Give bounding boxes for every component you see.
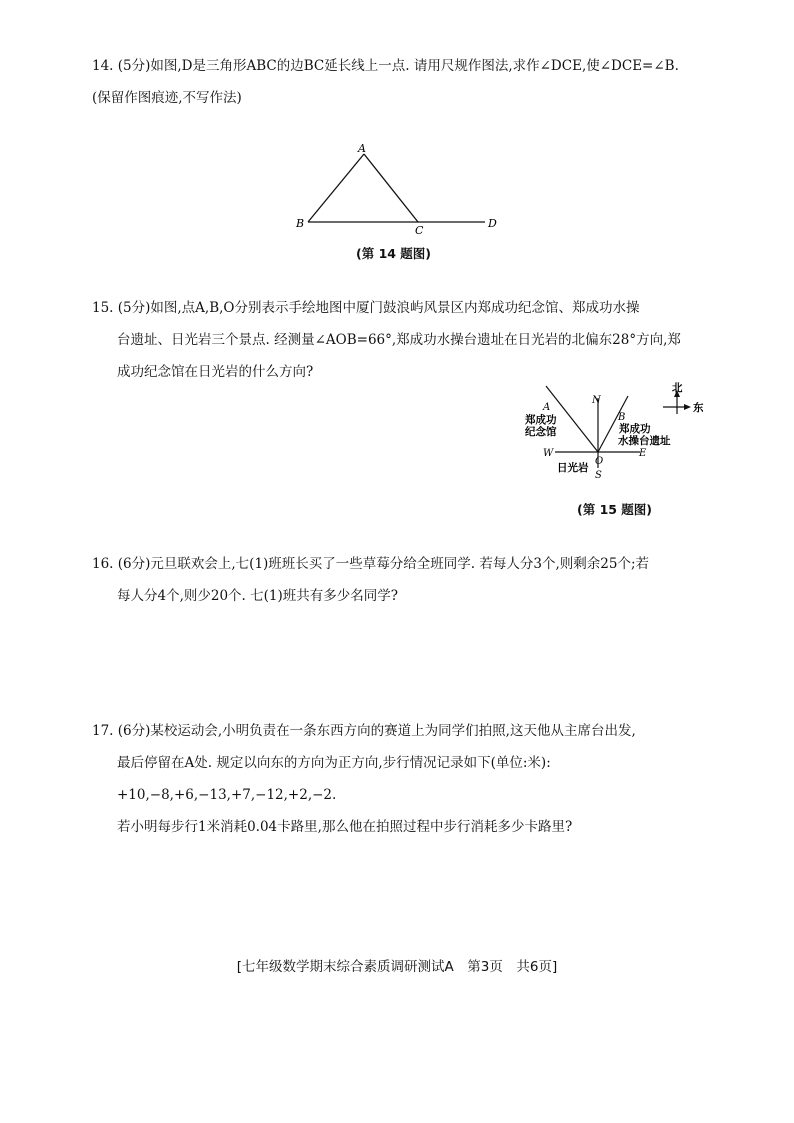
label-b: B <box>296 217 305 230</box>
compass-north-label: 北 <box>672 382 683 394</box>
question-17-line-2: 最后停留在A处. 规定以向东的方向为正方向,步行情况记录如下(单位:米): <box>117 755 551 771</box>
question-14-line-2: (保留作图痕迹,不写作法) <box>92 90 242 106</box>
question-16-line-2: 每人分4个,则少20个. 七(1)班共有多少名同学? <box>117 588 399 604</box>
question-16-line-1: 16. (6分)元旦联欢会上,七(1)班班长买了一些草莓分给全班同学. 若每人分3个,则剩余25个;若 <box>92 556 649 572</box>
figure-15-map <box>515 380 715 480</box>
question-15 <box>92 292 732 388</box>
figure-15-caption: (第 15 题图) <box>577 502 653 517</box>
label-c: C <box>415 224 424 235</box>
label-n: N <box>592 395 601 406</box>
question-17-line-4: 若小明每步行1米消耗0.04卡路里,那么他在拍照过程中步行消耗多少卡路里? <box>117 819 573 835</box>
label-b-name-1: 郑成功 <box>619 423 651 435</box>
question-15-line-3: 成功纪念馆在日光岩的什么方向? <box>117 364 314 380</box>
question-17 <box>92 715 732 843</box>
compass-east-arrow-icon <box>684 404 691 410</box>
label-a-name-1: 郑成功 <box>525 414 557 426</box>
label-b: B <box>618 412 626 423</box>
label-b-name-2: 水操台遗址 <box>618 435 671 447</box>
label-o-name: 日光岩 <box>557 462 589 474</box>
page-footer: [七年级数学期末综合素质调研测试A 第3页 共6页] <box>236 959 558 975</box>
label-w: W <box>543 448 554 459</box>
label-d: D <box>488 217 497 230</box>
segment-ac <box>364 154 418 222</box>
question-17-line-1: 17. (6分)某校运动会,小明负责在一条东西方向的赛道上为同学们拍照,这天他从主席台出发, <box>92 723 636 739</box>
segment-ab <box>308 154 364 222</box>
label-a: A <box>358 142 366 155</box>
figure-14-triangle <box>290 140 510 235</box>
label-a-name-2: 纪念馆 <box>525 426 557 438</box>
label-o: O <box>595 456 604 467</box>
label-s: S <box>595 470 602 480</box>
question-15-line-1: 15. (5分)如图,点A,B,O分别表示手绘地图中厦门鼓浪屿风景区内郑成功纪念馆、郑成功水操 <box>92 300 640 316</box>
label-e: E <box>639 448 647 459</box>
figure-14-caption: (第 14 题图) <box>356 246 432 261</box>
question-15-line-2: 台遗址、日光岩三个景点. 经测量∠AOB=66°,郑成功水操台遗址在日光岩的北偏东28°方向,郑 <box>117 332 681 348</box>
question-17-line-3: +10,−8,+6,−13,+7,−12,+2,−2. <box>117 787 337 803</box>
compass-east-label: 东 <box>693 402 704 414</box>
question-14 <box>92 50 732 114</box>
label-a: A <box>543 402 551 413</box>
question-16 <box>92 548 732 612</box>
question-14-line-1: 14. (5分)如图,D是三角形ABC的边BC延长线上一点. 请用尺规作图法,求作∠DCE,使∠DCE=∠B. <box>92 58 679 74</box>
